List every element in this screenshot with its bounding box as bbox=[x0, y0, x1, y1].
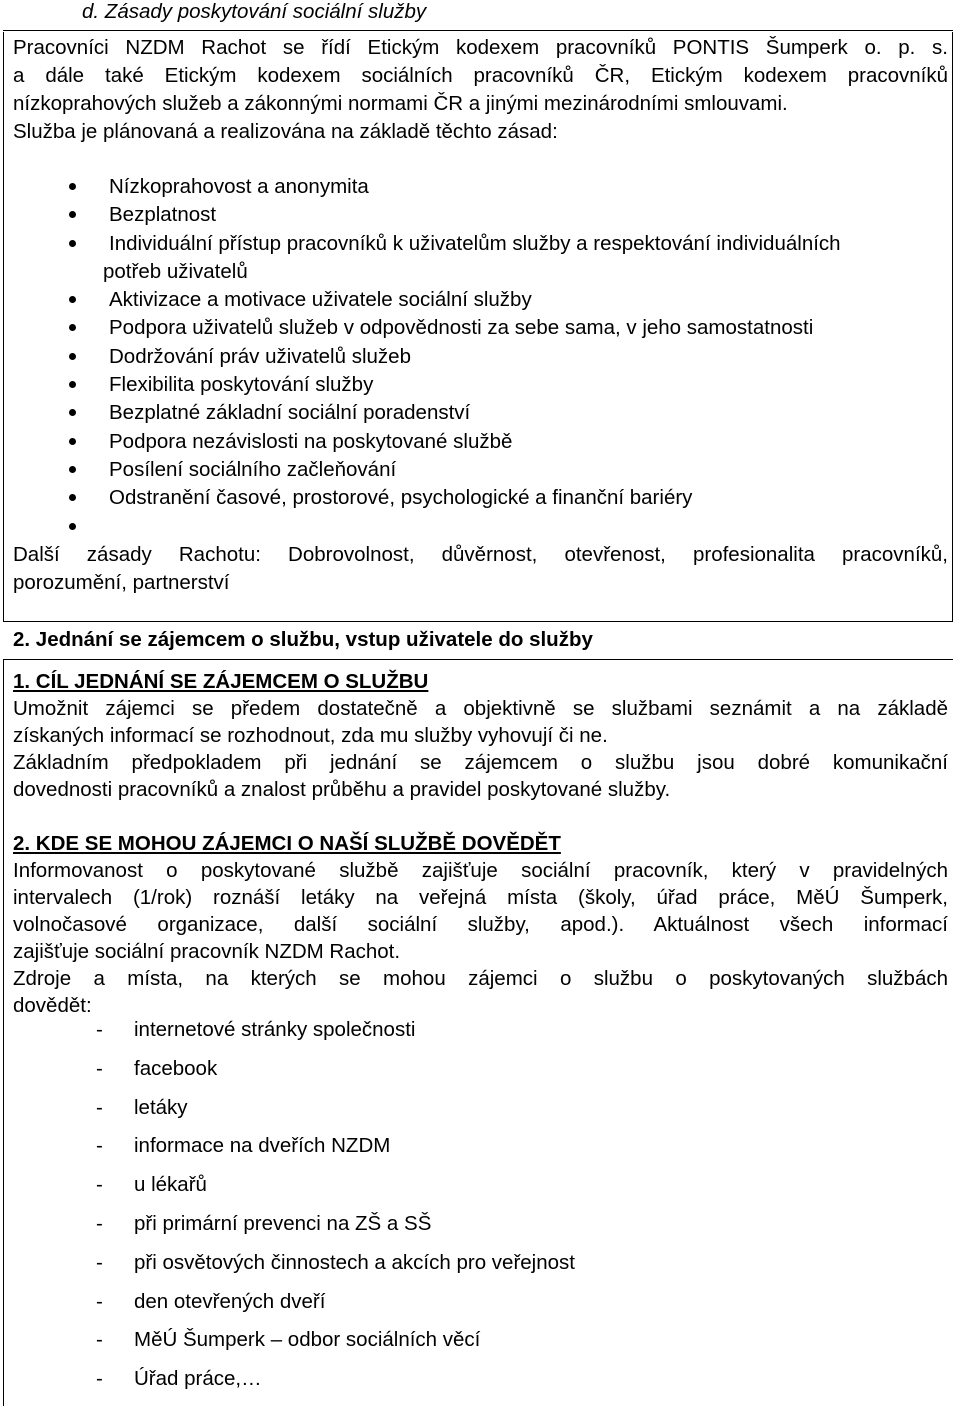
goal-line-4: dovednosti pracovníků a znalost průběhu a pravidel poskytované služby. bbox=[13, 778, 671, 801]
where-line-2: intervalech (1/rok) roznáší letáky na veřejná místa (školy, úřad práce, MěÚ Šumperk, bbox=[13, 886, 948, 909]
list-item: Podpora nezávislosti na poskytované službě bbox=[13, 428, 948, 456]
list-item: Bezplatné základní sociální poradenství bbox=[13, 399, 948, 427]
list-item: - informace na dveřích NZDM bbox=[96, 1132, 575, 1171]
bullet-icon bbox=[69, 240, 76, 247]
bullet-icon bbox=[69, 381, 76, 388]
goal-line-1: Umožnit zájemci se předem dostatečně a objektivně se službami seznámit a na základě bbox=[13, 697, 948, 720]
where-line-3: volnočasové organizace, další sociální služby, apod.). Aktuálnost všech informací bbox=[13, 913, 948, 936]
list-item: Individuální přístup pracovníků k uživatelům služby a respektování individuálních potřeb uživatelů bbox=[13, 230, 948, 287]
dash-icon: - bbox=[96, 1367, 103, 1391]
bullet-icon bbox=[69, 409, 76, 416]
dash-icon: - bbox=[96, 1173, 103, 1197]
bullet-icon bbox=[69, 523, 76, 530]
list-item: - facebook bbox=[96, 1055, 575, 1094]
list-item: - MěÚ Šumperk – odbor sociálních věcí bbox=[96, 1326, 575, 1365]
bullet-icon bbox=[69, 494, 76, 501]
bullet-icon bbox=[69, 183, 76, 190]
list-item: Podpora uživatelů služeb v odpovědnosti za sebe sama, v jeho samostatnosti bbox=[13, 314, 948, 342]
goal-line-2: získaných informací se rozhodnout, zda mu služby vyhovují či ne. bbox=[13, 724, 608, 747]
list-item: - den otevřených dveří bbox=[96, 1288, 575, 1327]
intro-line-4: Služba je plánovaná a realizována na základě těchto zásad: bbox=[13, 120, 558, 143]
bullet-icon bbox=[69, 438, 76, 445]
list-item: Aktivizace a motivace uživatele sociální služby bbox=[13, 286, 948, 314]
principles-list bbox=[13, 173, 948, 513]
list-item: Flexibilita poskytování služby bbox=[13, 371, 948, 399]
intro-line-2: a dále také Etickým kodexem sociálních pracovníků ČR, Etickým kodexem pracovníků bbox=[13, 64, 948, 87]
list-item: Dodržování práv uživatelů služeb bbox=[13, 343, 948, 371]
dash-icon: - bbox=[96, 1018, 103, 1041]
bullet-icon bbox=[69, 296, 76, 303]
list-item: Posílení sociálního začleňování bbox=[13, 456, 948, 484]
dash-icon: - bbox=[96, 1056, 103, 1080]
bullet-icon bbox=[69, 211, 76, 218]
bullet-icon bbox=[69, 324, 76, 331]
list-item: - při osvětových činnostech a akcích pro veřejnost bbox=[96, 1249, 575, 1288]
intro-line-3: nízkoprahových služeb a zákonnými normami ČR a jinými mezinárodními smlouvami. bbox=[13, 92, 788, 115]
where-line-4: zajišťuje sociální pracovník NZDM Rachot. bbox=[13, 940, 401, 963]
where-line-6: dovědět: bbox=[13, 994, 92, 1017]
list-item: - u lékařů bbox=[96, 1171, 575, 1210]
where-line-5: Zdroje a místa, na kterých se mohou zájemci o službu o poskytovaných službách bbox=[13, 967, 948, 990]
dash-icon: - bbox=[96, 1095, 103, 1119]
bullet-icon bbox=[69, 353, 76, 360]
other-principles-line-1: Další zásady Rachotu: Dobrovolnost, důvěrnost, otevřenost, profesionalita pracovníků, bbox=[13, 543, 948, 566]
dash-icon: - bbox=[96, 1134, 103, 1158]
section-2-title: 2. Jednání se zájemcem o službu, vstup uživatele do služby bbox=[13, 628, 593, 651]
box-top-border bbox=[3, 30, 953, 31]
dash-icon: - bbox=[96, 1289, 103, 1313]
bullet-icon bbox=[69, 466, 76, 473]
list-item: Nízkoprahovost a anonymita bbox=[13, 173, 948, 201]
where-line-1: Informovanost o poskytované službě zajišťuje sociální pracovník, který v pravidelných bbox=[13, 859, 948, 882]
dash-icon: - bbox=[96, 1250, 103, 1274]
list-item: - letáky bbox=[96, 1094, 575, 1133]
dash-icon: - bbox=[96, 1328, 103, 1352]
list-item: - Úřad práce,… bbox=[96, 1365, 575, 1404]
goal-line-3: Základním předpokladem při jednání se zájemcem o službu jsou dobré komunikační bbox=[13, 751, 948, 774]
where-title: 2. KDE SE MOHOU ZÁJEMCI O NAŠÍ SLUŽBĚ DOVĚDĚT bbox=[13, 832, 561, 855]
list-item: - internetové stránky společnosti bbox=[96, 1016, 575, 1055]
sources-list bbox=[96, 1016, 575, 1404]
list-item-wrap: potřeb uživatelů bbox=[103, 259, 248, 283]
list-item: - při primární prevenci na ZŠ a SŠ bbox=[96, 1210, 575, 1249]
dash-icon: - bbox=[96, 1211, 103, 1235]
list-item: Odstranění časové, prostorové, psychologické a finanční bariéry bbox=[13, 484, 948, 512]
goal-title: 1. CÍL JEDNÁNÍ SE ZÁJEMCEM O SLUŽBU bbox=[13, 670, 429, 693]
intro-line-1: Pracovníci NZDM Rachot se řídí Etickým kodexem pracovníků PONTIS Šumperk o. p. s. bbox=[13, 36, 948, 59]
list-item: Bezplatnost bbox=[13, 201, 948, 229]
section-d-title: d. Zásady poskytování sociální služby bbox=[82, 0, 427, 23]
other-principles-line-2: porozumění, partnerství bbox=[13, 571, 230, 594]
